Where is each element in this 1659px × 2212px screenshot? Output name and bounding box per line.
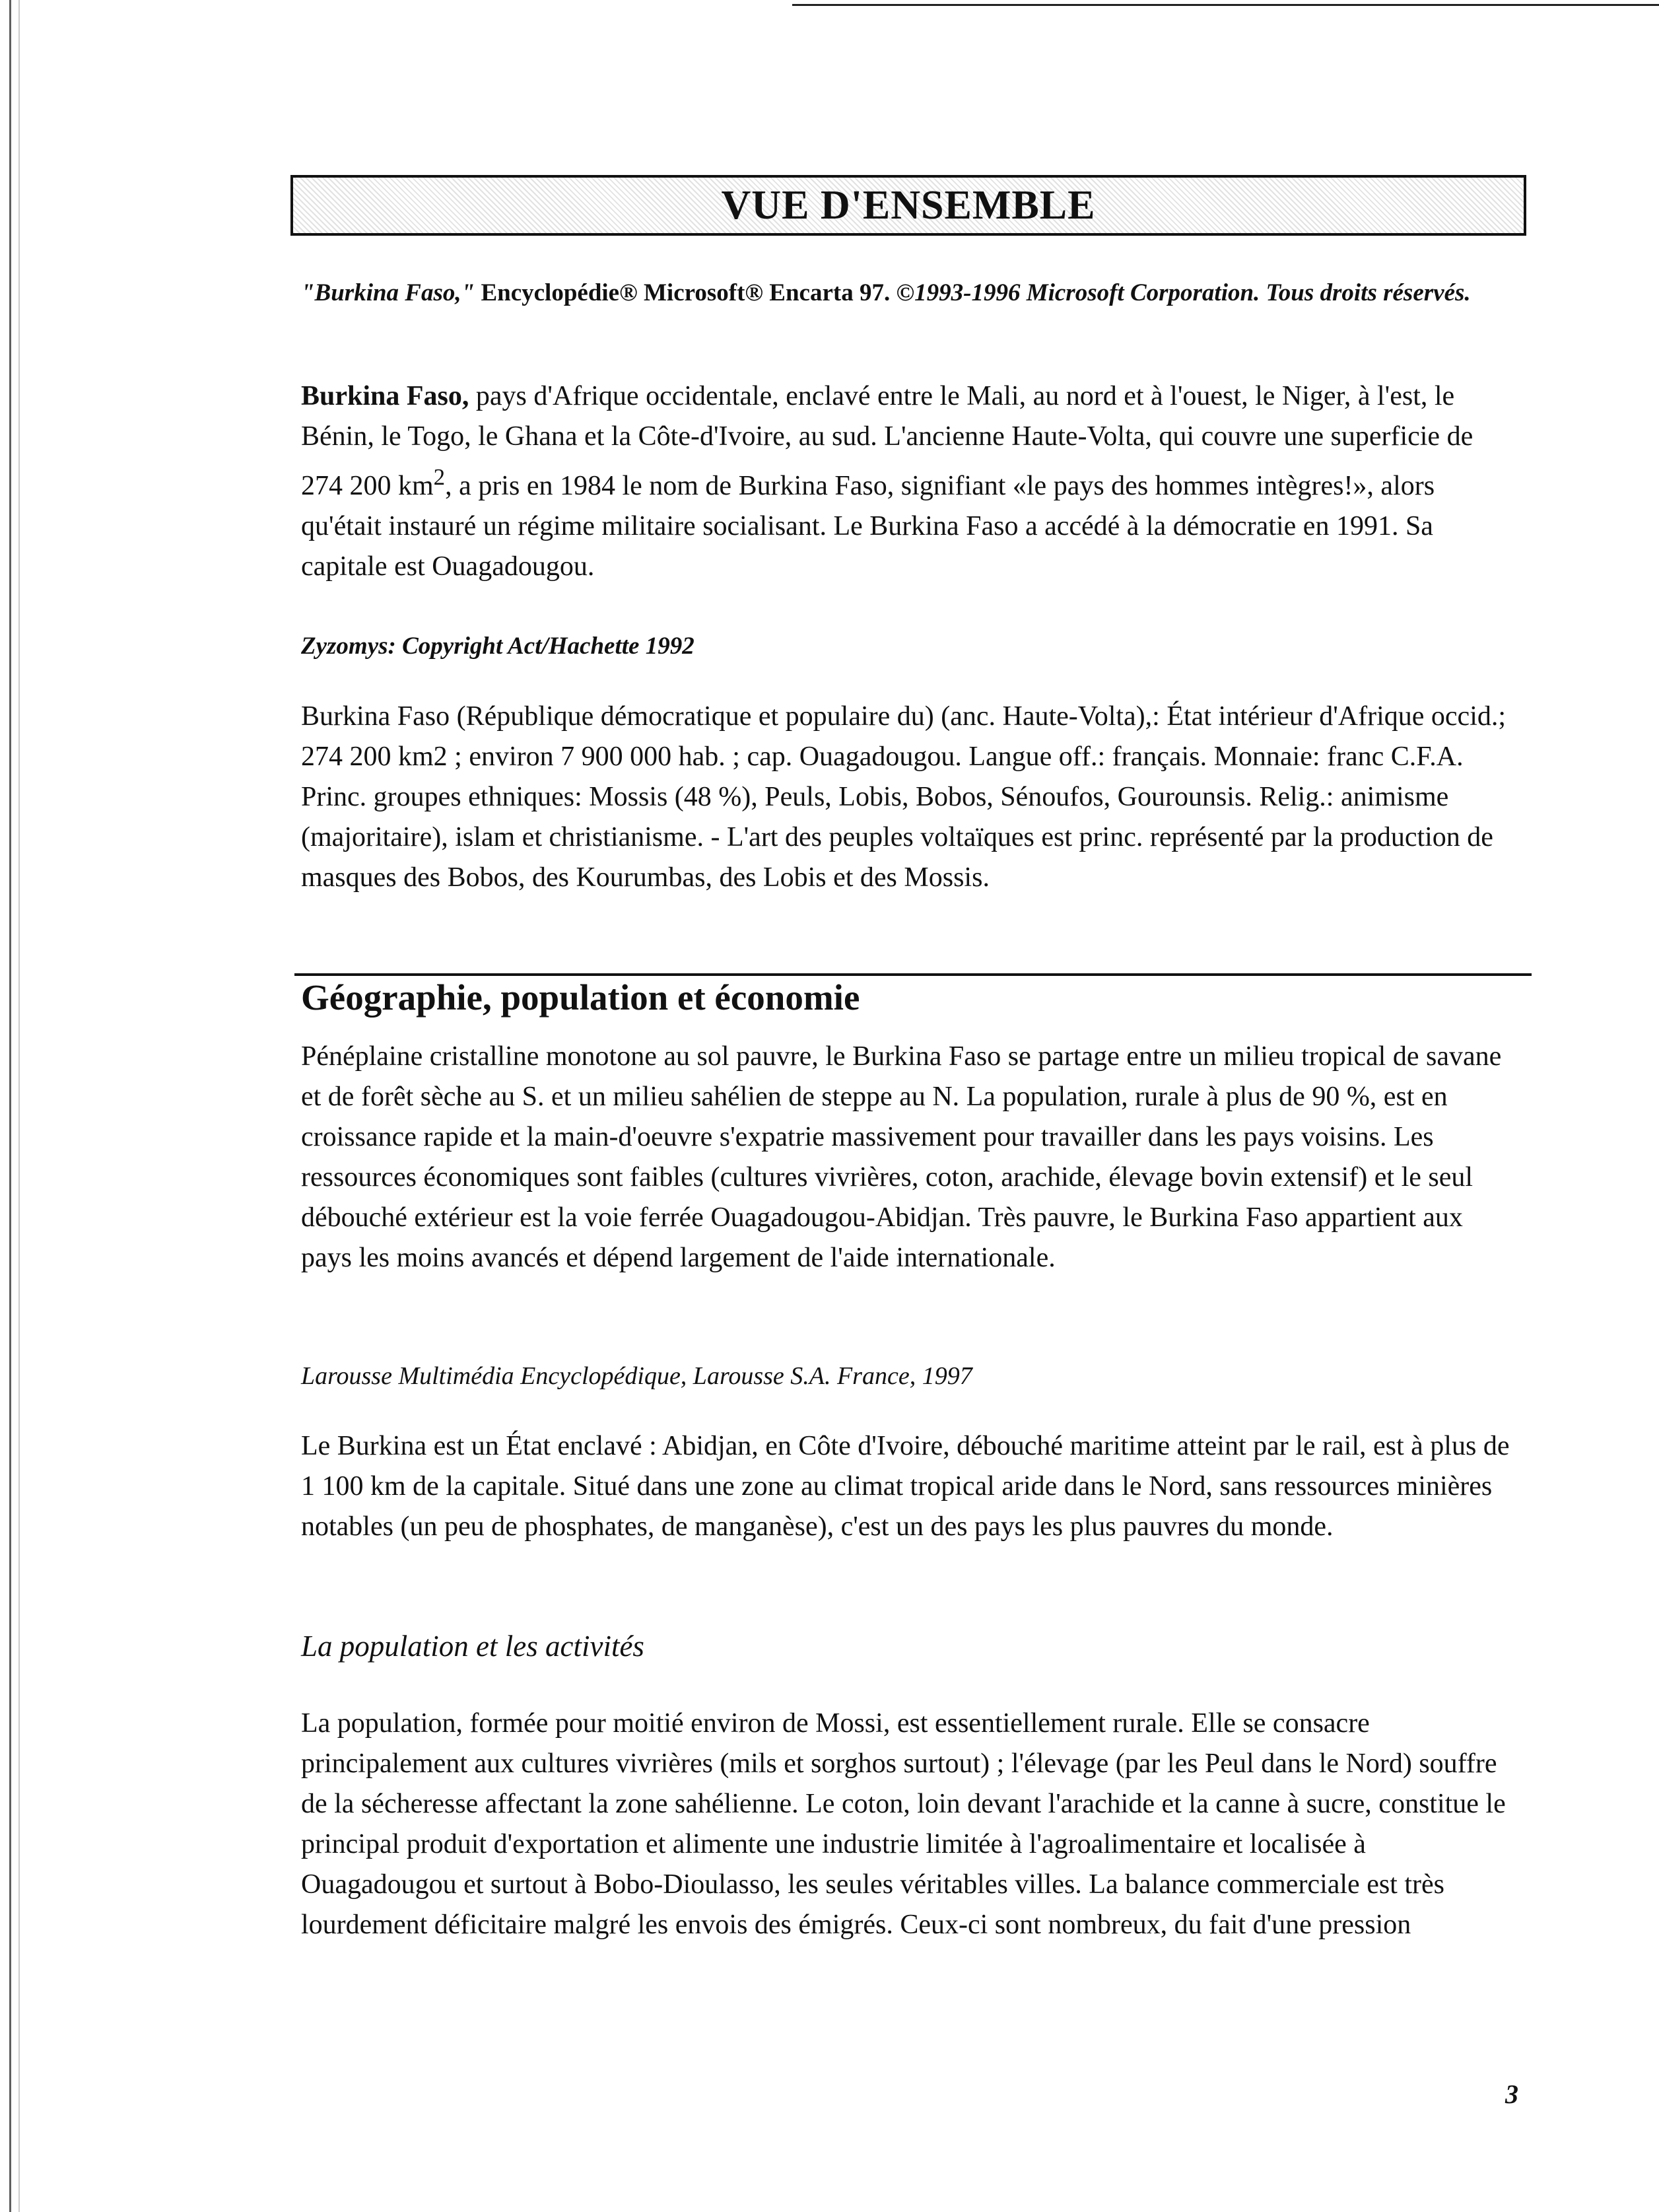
scan-left-edge [9, 0, 11, 2212]
title-banner [290, 175, 1526, 236]
larousse-paragraph: Le Burkina est un État enclavé : Abidjan, en Côte d'Ivoire, débouché maritime atteint par le rail, est à plus de 1 100 km de la capitale. Situé dans une zone au climat tropical aride dans le Nord, sans ressources minières notables (un peu de phosphates, de manganèse), c'est un des pays les plus pauvres du monde. [301, 1431, 1510, 1542]
source-citation-encarta [301, 274, 1516, 312]
source-copyright: ©1993-1996 Microsoft Corporation. Tous droits réservés. [896, 279, 1471, 306]
section-heading: Géographie, population et économie [301, 977, 860, 1018]
scan-left-edge-inner [18, 0, 20, 2212]
geography-paragraph: Pénéplaine cristalline monotone au sol pauvre, le Burkina Faso se partage entre un milieu tropical de savane et de forêt sèche au S. et un milieu sahélien de steppe au N. La population, rurale à plus de 90 %, est en croissance rapide et la main-d'oeuvre s'expatrie massivement pour travailler dans les pays voisins. Les ressources économiques sont faibles (cultures vivrières, coton, arachide, élevage bovin extensif) et le seul débouché extérieur est la voie ferrée Ouagadougou-Abidjan. Très pauvre, le Burkina Faso appartient aux pays les moins avancés et dépend largement de l'aide internationale. [301, 1041, 1502, 1273]
intro-superscript: 2 [433, 464, 446, 490]
zyzomys-paragraph: Burkina Faso (République démocratique et populaire du) (anc. Haute-Volta),: État intérieur d'Afrique occid.; 274 200 km2 ; environ 7 900 000 hab. ; cap. Ouagadougou. Langue off.: français. Monnaie: franc C.F.A. Princ. groupes ethniques: Mossis (48 %), Peuls, Lobis, Bobos, Sénoufos, Gourounsis. Relig.: animisme (majoritaire), islam et christianisme. - L'art des peuples voltaïques est princ. représenté par la production de masques des Bobos, des Kourumbas, des Lobis et des Mossis. [301, 701, 1507, 893]
population-paragraph: La population, formée pour moitié environ de Mossi, est essentiellement rurale. Elle se consacre principalement aux cultures vivrières (mils et sorghos surtout) ; l'élevage (par les Peul dans le Nord) souffre de la sécheresse affectant la zone sahélienne. Le coton, loin devant l'arachide et la canne à sucre, constitue le principal produit d'exportation et alimente une industrie limitée à l'agroalimentaire et localisée à Ouagadougou et surtout à Bobo-Dioulasso, les seules véritables villes. La balance commerciale est très lourdement déficitaire malgré les envois des émigrés. Ceux-ci sont nombreux, du fait d'une pression [301, 1708, 1506, 1940]
source-citation-larousse: Larousse Multimédia Encyclopédique, Larousse S.A. France, 1997 [301, 1362, 972, 1390]
intro-paragraph [301, 376, 1516, 587]
intro-text-2: , a pris en 1984 le nom de Burkina Faso, signifiant «le pays des hommes intègres!», alors qu'était instauré un régime militaire socialisant. Le Burkina Faso a accédé à la démocratie en 1991. Sa capitale est Ouagadougou. [301, 471, 1435, 582]
intro-text-1: pays d'Afrique occidentale, enclavé entre le Mali, au nord et à l'ouest, le Niger, à l'est, le Bénin, le Togo, le Ghana et la Côte-d'Ivoire, au sud. L'ancienne Haute-Volta, qui couvre une superficie de 274 200 km [301, 381, 1473, 501]
page-title: VUE D'ENSEMBLE [721, 182, 1096, 228]
source-title: "Burkina Faso," [301, 279, 475, 306]
source-publisher: Encyclopédie® Microsoft® Encarta 97. [481, 279, 891, 306]
subheading: La population et les activités [301, 1630, 644, 1663]
page-number: 3 [1505, 2079, 1518, 2109]
intro-lead: Burkina Faso, [301, 381, 469, 411]
source-citation-zyzomys: Zyzomys: Copyright Act/Hachette 1992 [301, 633, 694, 660]
scan-top-edge [792, 4, 1659, 6]
